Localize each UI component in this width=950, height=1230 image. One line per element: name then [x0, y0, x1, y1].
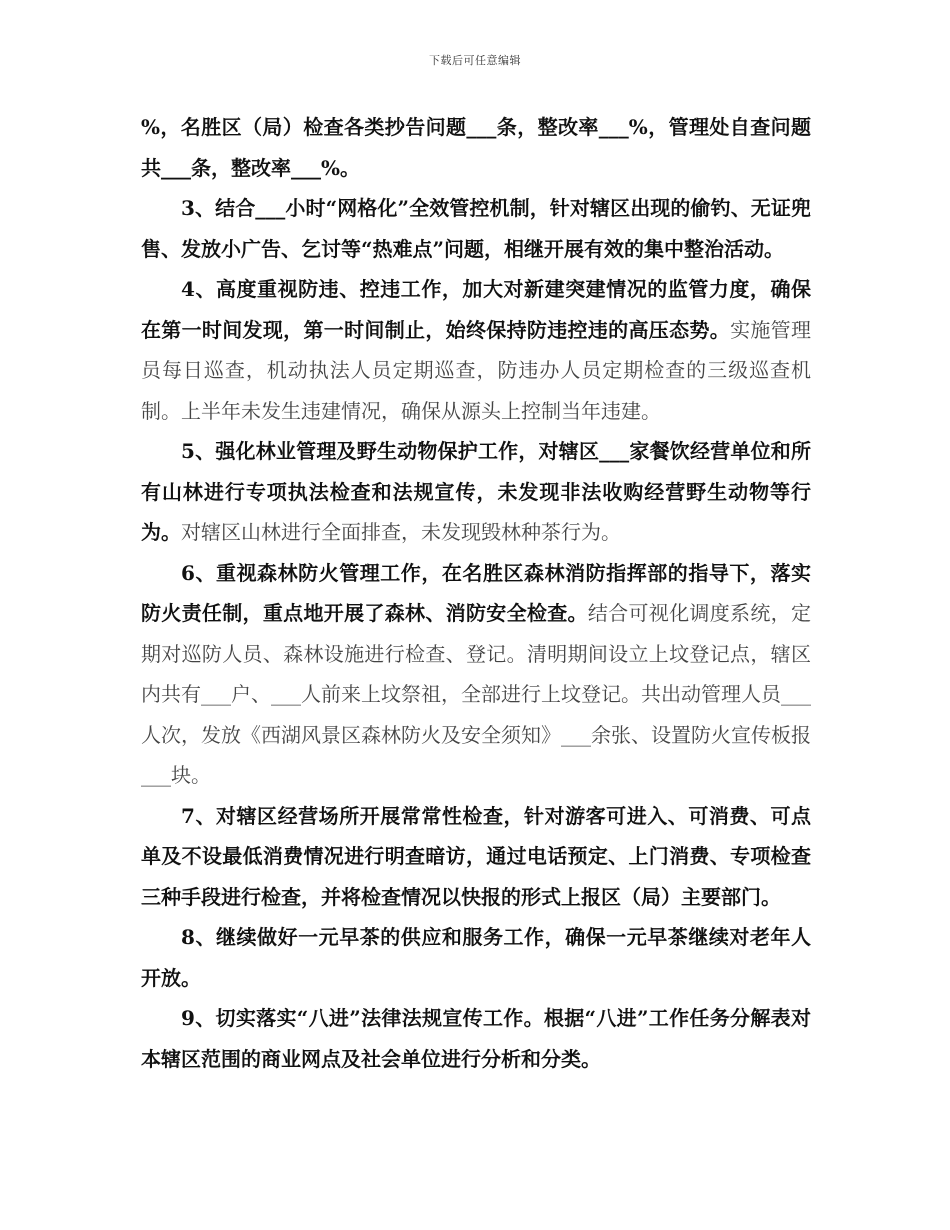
paragraph-3-light: 实施管理员每日巡查，机动执法人员定期巡查，防违办人员定期检查的三级巡查机制。上半年未发生违建情况，确保从源头上控制当年违建。 — [141, 317, 811, 423]
paragraph-4 — [141, 431, 811, 553]
paragraph-8 — [141, 998, 811, 1079]
paragraph-3 — [141, 269, 811, 431]
document-body — [141, 107, 811, 1079]
paragraph-1-bold: %，名胜区（局）检查各类抄告问题___条，整改率___%，管理处自查问题共___条，整改率___%。 — [141, 115, 811, 180]
page-header: 下载后可任意编辑 — [429, 54, 521, 67]
paragraph-7 — [141, 917, 811, 998]
paragraph-7-bold: 8、继续做好一元早茶的供应和服务工作，确保一元早茶继续对老年人开放。 — [141, 925, 811, 990]
paragraph-5-bold: 6、重视森林防火管理工作，在名胜区森林消防指挥部的指导下，落实防火责任制，重点地开展了森林、消防安全检查。 — [141, 560, 811, 625]
paragraph-4-bold: 5、强化林业管理及野生动物保护工作，对辖区___家餐饮经营单位和所有山林进行专项执法检查和法规宣传，未发现非法收购经营野生动物等行为。 — [141, 439, 811, 544]
paragraph-6-bold: 7、对辖区经营场所开展常常性检查，针对游客可进入、可消费、可点单及不设最低消费情况进行明查暗访，通过电话预定、上门消费、专项检查三种手段进行检查，并将检查情况以快报的形式上报区（局）主要部门。 — [141, 803, 811, 909]
paragraph-5-light: 结合可视化调度系统，定期对巡防人员、森林设施进行检查、登记。清明期间设立上坟登记点，辖区内共有___户、___人前来上坟祭祖，全部进行上坟登记。共出动管理人员___人次，发放《西湖风景区森林防火及安全须知》___余张、设置防火宣传板报___块。 — [141, 601, 811, 787]
paragraph-2-bold: 3、结合___小时“网格化”全效管控机制，针对辖区出现的偷钓、无证兜售、发放小广告、乞讨等“热难点”问题，相继开展有效的集中整治活动。 — [141, 196, 811, 261]
paragraph-6 — [141, 796, 811, 918]
paragraph-3-bold: 4、高度重视防违、控违工作，加大对新建突建情况的监管力度，确保在第一时间发现，第一时间制止，始终保持防违控违的高压态势。 — [141, 277, 811, 342]
paragraph-4-light: 对辖区山林进行全面排查，未发现毁林种茶行为。 — [181, 520, 621, 544]
paragraph-5 — [141, 553, 811, 796]
paragraph-2 — [141, 188, 811, 269]
paragraph-1 — [141, 107, 811, 188]
paragraph-8-bold: 9、切实落实“八进”法律法规宣传工作。根据“八进”工作任务分解表对本辖区范围的商业网点及社会单位进行分析和分类。 — [141, 1006, 811, 1071]
